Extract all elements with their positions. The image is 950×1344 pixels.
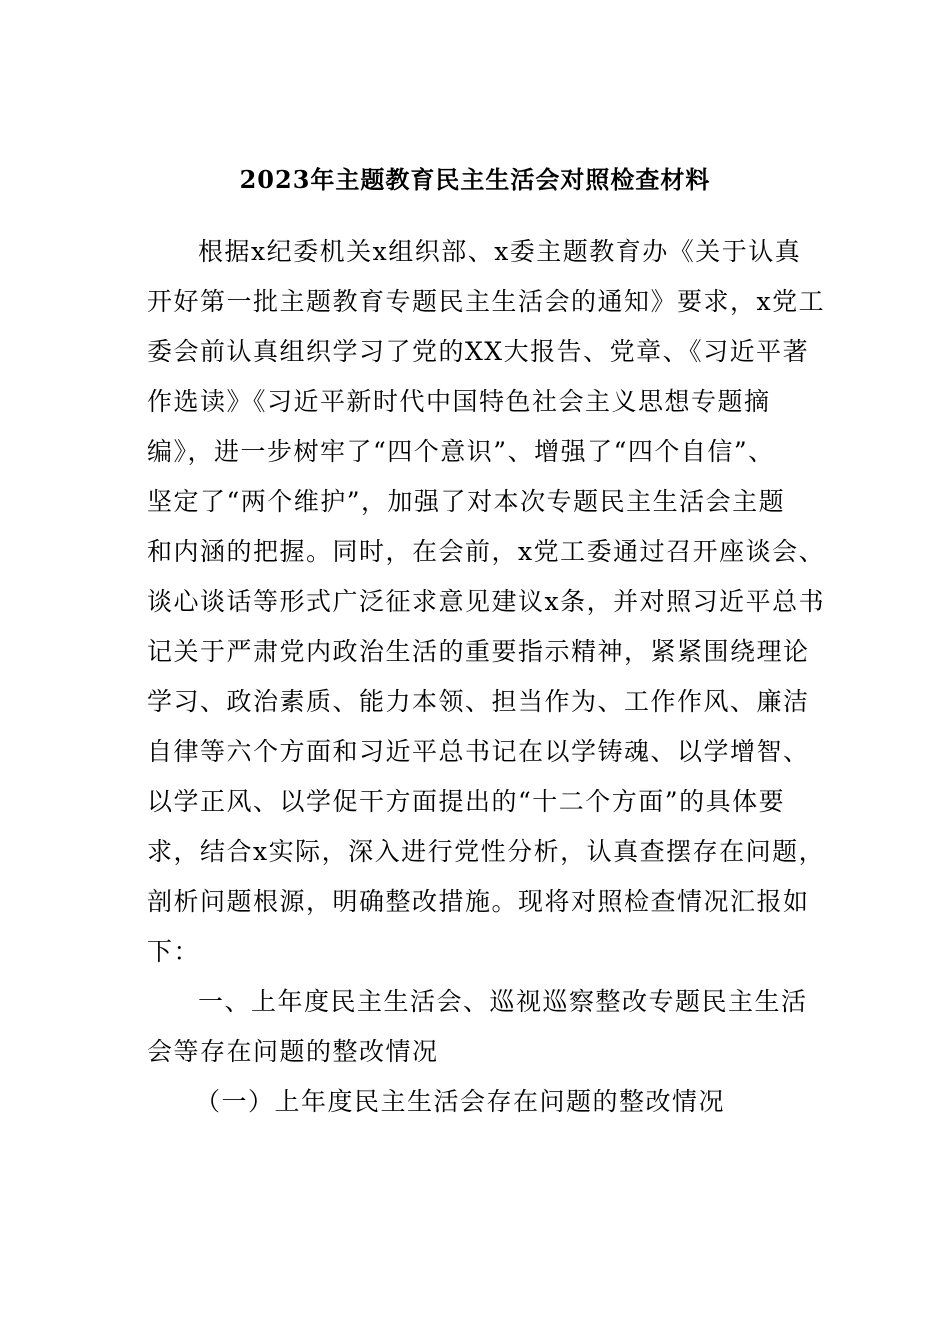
paragraph-line: 下： [147,937,201,966]
paragraph-line: 作选读》《习近平新时代中国特色社会主义思想专题摘 [147,387,771,416]
paragraph-line: 记关于严肃党内政治生活的重要指示精神，紧紧围绕理论 [147,637,810,666]
paragraph-line: 谈心谈话等形式广泛征求意见建议x条，并对照习近平总书 [147,587,826,616]
paragraph-line: 开好第一批主题教育专题民主生活会的通知》要求，x党工 [147,287,826,316]
paragraph-line: 根据x纪委机关x组织部、x委主题教育办《关于认真 [198,237,802,266]
paragraph-line: 坚定了“两个维护”，加强了对本次专题民主生活会主题 [147,487,786,516]
paragraph-line: 剖析问题根源，明确整改措施。现将对照检查情况汇报如 [147,887,810,916]
subsection-heading: （一）上年度民主生活会存在问题的整改情况 [195,1087,726,1116]
document-title: 2023年主题教育民主生活会对照检查材料 [239,165,711,194]
section-heading-line: 会等存在问题的整改情况 [147,1037,439,1066]
paragraph-line: 以学正风、以学促干方面提出的“十二个方面”的具体要 [147,787,786,816]
section-heading-line: 一、上年度民主生活会、巡视巡察整改专题民主生活 [198,987,808,1016]
paragraph-line: 求，结合x实际，深入进行党性分析，认真查摆存在问题， [147,837,826,866]
paragraph-line: 委会前认真组织学习了党的XX大报告、党章、《习近平著 [147,337,810,366]
paragraph-line: 自律等六个方面和习近平总书记在以学铸魂、以学增智、 [147,737,810,766]
paragraph-line: 学习、政治素质、能力本领、担当作为、工作作风、廉洁 [147,687,810,716]
paragraph-line: 和内涵的把握。同时，在会前，x党工委通过召开座谈会、 [147,537,826,566]
paragraph-line: 编》，进一步树牢了“四个意识”、增强了“四个自信”、 [147,437,775,466]
